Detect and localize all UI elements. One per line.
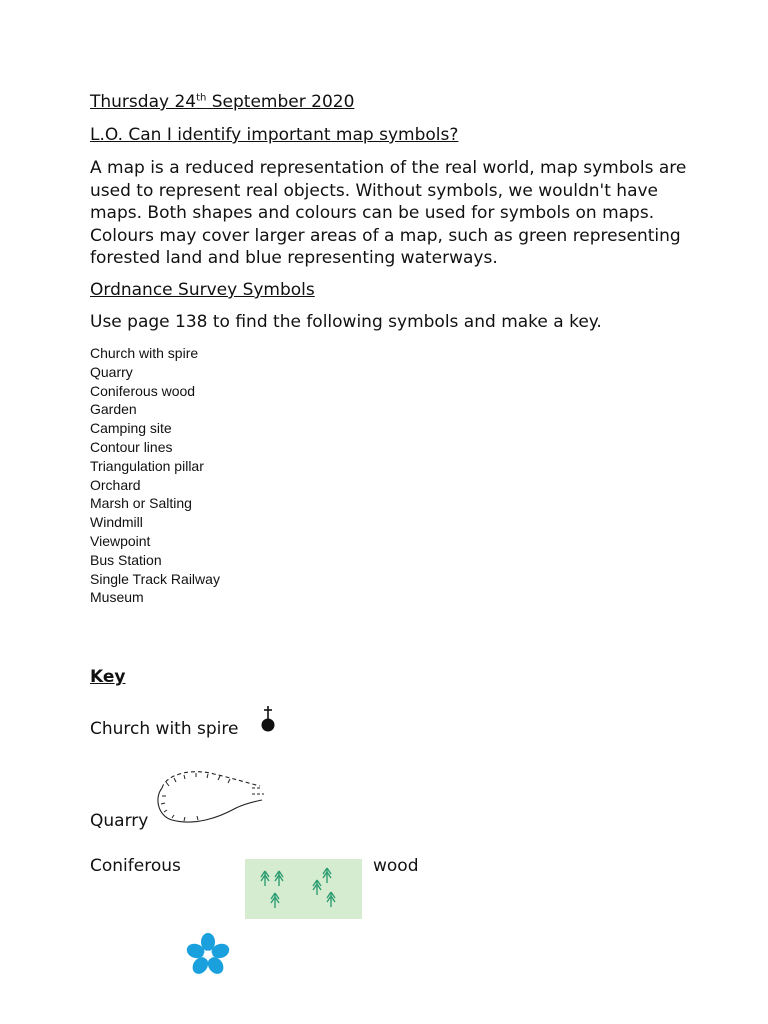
list-item: Orchard [90, 476, 141, 493]
list-item: Contour lines [90, 438, 173, 455]
key-label-coniferous: Coniferous [90, 856, 181, 876]
date-rest: September 2020 [206, 92, 355, 112]
date-prefix: Thursday 24 [90, 92, 197, 112]
list-item: Church with spire [90, 345, 199, 361]
list-item: Viewpoint [90, 532, 151, 549]
key-label-quarry: Quarry [90, 811, 149, 831]
church-with-spire-icon [258, 704, 278, 738]
list-item: Triangulation pillar [90, 457, 204, 474]
list-item: Bus Station [90, 551, 162, 568]
learning-objective: L.O. Can I identify important map symbols? [90, 125, 459, 145]
list-item: Garden [90, 401, 137, 418]
key-label-wood: wood [373, 856, 419, 876]
section-title: Ordnance Survey Symbols [90, 280, 315, 300]
key-heading: Key [90, 667, 126, 687]
list-item: Single Track Railway [90, 570, 220, 587]
symbol-list [90, 344, 220, 607]
instruction-text: Use page 138 to find the following symbols and make a key. [90, 312, 602, 332]
quarry-icon [152, 766, 268, 834]
garden-flower-icon [184, 931, 232, 983]
list-item: Marsh or Salting [90, 495, 192, 512]
date-heading [90, 92, 354, 112]
coniferous-wood-icon [245, 859, 362, 923]
date-ordinal: th [196, 92, 207, 104]
list-item: Coniferous wood [90, 382, 196, 399]
list-item: Quarry [90, 363, 133, 380]
list-item: Windmill [90, 514, 143, 531]
list-item: Camping site [90, 420, 172, 437]
key-label-church: Church with spire [90, 719, 239, 739]
intro-paragraph: A map is a reduced representation of the real world, map symbols are used to represent real objects. Without symbols, we wouldn't have maps. Both shapes and colours can be used for symbols on maps. Colours may cover larger areas of a map, such as green representing forested land and blue representing waterways. [90, 158, 687, 268]
list-item: Museum [90, 589, 144, 606]
